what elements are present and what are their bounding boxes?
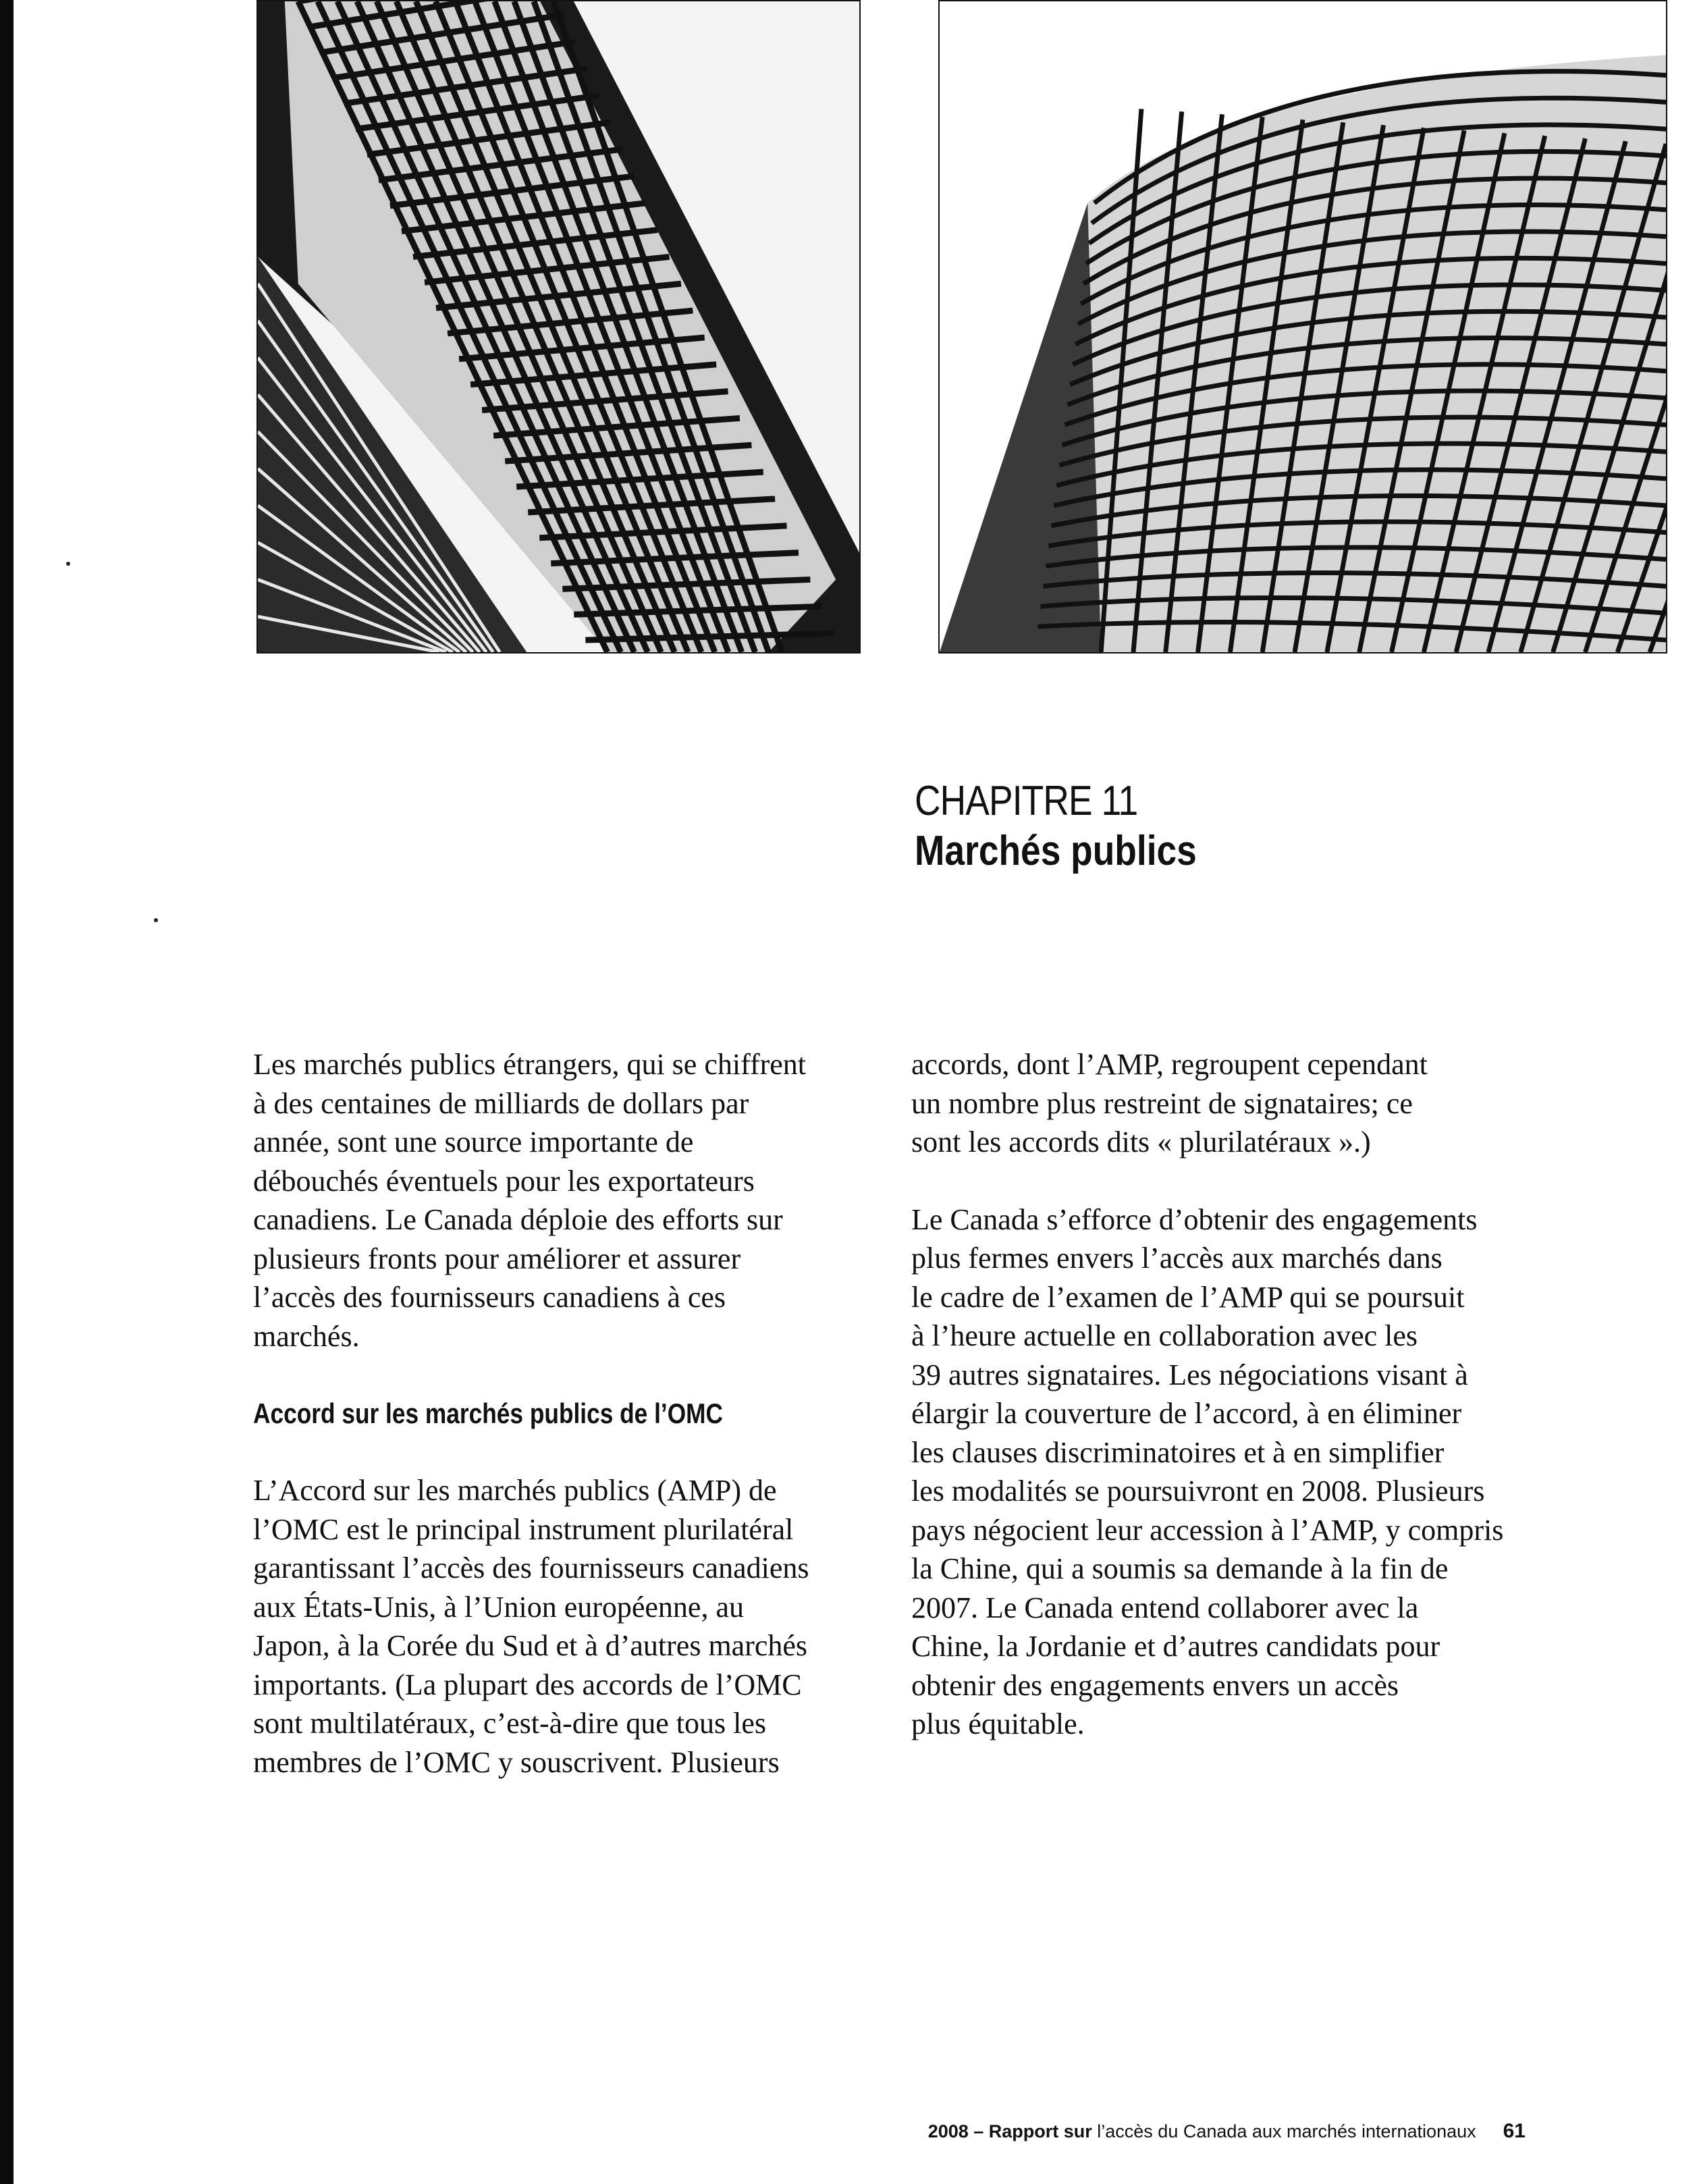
text-line: canadiens. Le Canada déploie des efforts sur [253,1203,783,1236]
scan-speck [66,562,70,566]
text-line: élargir la couverture de l’accord, à en éliminer [911,1397,1462,1430]
text-line: les modalités se poursuivront en 2008. Plusieurs [911,1474,1485,1508]
binding-edge [0,0,14,2184]
text-line: membres de l’OMC y souscrivent. Plusieurs [253,1745,780,1779]
text-line: 39 autres signataires. Les négociations visant à [911,1358,1468,1391]
page-footer [927,2120,1526,2143]
intro-paragraph [253,1045,874,1356]
skyscraper-photo-right [938,0,1667,654]
text-line: plus équitable. [911,1707,1085,1740]
skyscraper-left-illustration [258,1,859,652]
text-line: le cadre de l’examen de l’AMP qui se poursuit [911,1280,1465,1314]
text-line: garantissant l’accès des fournisseurs canadiens [253,1551,809,1584]
text-line: sont les accords dits « plurilatéraux ».) [911,1125,1371,1158]
chapter-label: CHAPITRE 11 [915,778,1138,824]
text-line: à l’heure actuelle en collaboration avec les [911,1319,1418,1352]
right-column [911,1045,1559,1744]
text-line: pays négocient leur accession à l’AMP, y compris [911,1513,1504,1547]
text-line: Japon, à la Corée du Sud et à d’autres marchés [253,1629,808,1662]
text-line: obtenir des engagements envers un accès [911,1668,1399,1702]
skyscraper-photo-left [257,0,861,654]
section-heading: Accord sur les marchés publics de l’OMC [253,1397,724,1429]
text-line: la Chine, qui a soumis sa demande à la fin de [911,1552,1449,1585]
text-line: Le Canada s’efforce d’obtenir des engagements [911,1202,1478,1236]
negotiations-paragraph [911,1200,1559,1744]
page-number: 61 [1503,2120,1526,2142]
text-line: plus fermes envers l’accès aux marchés dans [911,1242,1443,1275]
chapter-heading [915,776,1243,876]
text-line: L’Accord sur les marchés publics (AMP) de [253,1474,777,1507]
footer-title-prefix: 2008 – Rapport sur [927,2121,1098,2141]
amp-paragraph [253,1471,874,1782]
skyscraper-right-illustration [940,1,1666,652]
text-line: débouchés éventuels pour les exportateurs [253,1164,755,1198]
text-line: l’accès des fournisseurs canadiens à ces [253,1281,726,1314]
text-line: 2007. Le Canada entend collaborer avec la [911,1591,1419,1624]
footer-title-rest: l’accès du Canada aux marchés internationaux [1097,2121,1476,2141]
text-line: accords, dont l’AMP, regroupent cependant [911,1048,1428,1081]
continuation-paragraph [911,1045,1559,1162]
scan-speck [154,918,158,922]
text-line: plusieurs fronts pour améliorer et assurer [253,1242,741,1275]
text-line: importants. (La plupart des accords de l’OMC [253,1668,802,1701]
text-line: l’OMC est le principal instrument plurilatéral [253,1512,794,1546]
left-column [253,1045,874,1782]
footer-title [928,2121,1476,2142]
text-line: Les marchés publics étrangers, qui se chiffrent [253,1048,807,1081]
text-line: Chine, la Jordanie et d’autres candidats pour [911,1630,1440,1663]
text-line: marchés. [253,1319,360,1353]
text-line: les clauses discriminatoires et à en simplifier [911,1435,1445,1469]
text-line: à des centaines de milliards de dollars par [253,1086,749,1120]
text-line: un nombre plus restreint de signataires; ce [911,1086,1413,1120]
text-line: sont multilatéraux, c’est-à-dire que tous les [253,1707,766,1740]
text-line: année, sont une source importante de [253,1125,694,1158]
chapter-title: Marchés publics [915,828,1197,874]
text-line: aux États-Unis, à l’Union européenne, au [253,1590,744,1624]
